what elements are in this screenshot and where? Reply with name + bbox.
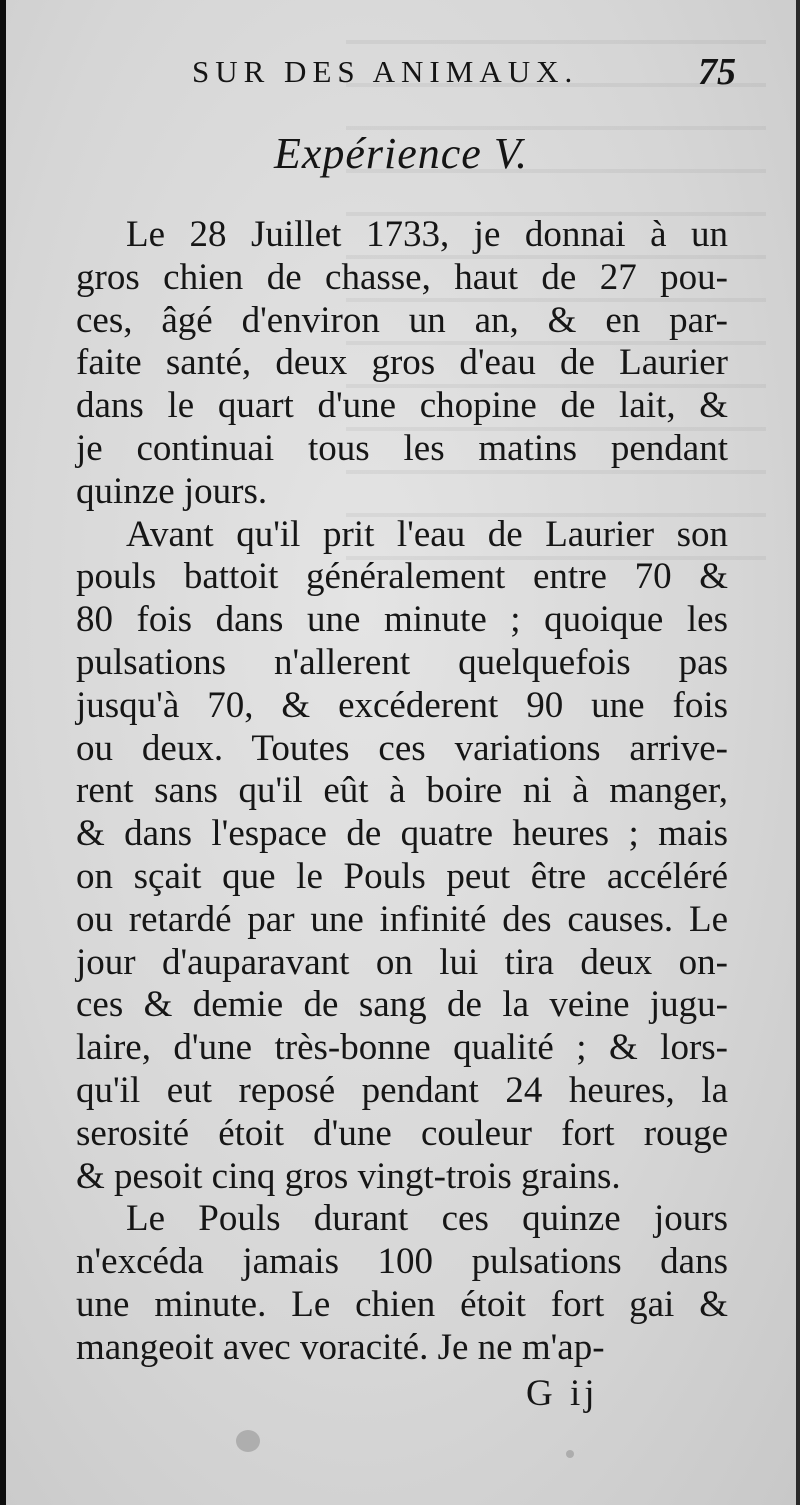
text-line: rent sans qu'il eût à boire ni à manger, <box>76 770 728 812</box>
running-head: SUR DES ANIMAUX. <box>192 54 579 89</box>
page-number: 75 <box>698 51 736 93</box>
paragraph <box>76 1198 728 1369</box>
text-line: une minute. Le chien étoit fort gai & <box>76 1283 728 1325</box>
page-header <box>192 50 736 100</box>
text-line: serosité étoit d'une couleur fort rouge <box>76 1112 728 1154</box>
text-line: on sçait que le Pouls peut être accéléré <box>76 855 728 897</box>
text-line: ces, âgé d'environ un an, & en par- <box>76 299 728 341</box>
text-line: jusqu'à 70, & excéderent 90 une fois <box>76 684 728 726</box>
ink-spot <box>236 1430 260 1452</box>
text-line: dans le quart d'une chopine de lait, & <box>76 385 728 427</box>
text-line: Avant qu'il prit l'eau de Laurier son <box>126 513 728 555</box>
text-line: pulsations n'allerent quelquefois pas <box>76 641 728 683</box>
text-line: mangeoit avec voracité. Je ne m'ap- <box>76 1326 605 1368</box>
paragraph <box>76 214 728 514</box>
text-line: ou retardé par une infinité des causes. Le <box>76 898 728 940</box>
ink-spot <box>566 1450 574 1458</box>
text-line: ou deux. Toutes ces variations arrive- <box>76 727 728 769</box>
text-line: & pesoit cinq gros vingt-trois grains. <box>76 1155 621 1197</box>
text-line: laire, d'une très-bonne qualité ; & lors- <box>76 1027 728 1069</box>
signature-mark: G ij <box>526 1373 599 1414</box>
book-page <box>6 0 796 1505</box>
page-edge-right <box>796 0 800 1505</box>
text-line: je continuai tous les matins pendant <box>76 427 728 469</box>
text-line: & dans l'espace de quatre heures ; mais <box>76 813 728 855</box>
text-line: 80 fois dans une minute ; quoique les <box>76 599 728 641</box>
text-line: Le Pouls durant ces quinze jours <box>126 1198 728 1240</box>
text-line: qu'il eut reposé pendant 24 heures, la <box>76 1069 728 1111</box>
text-line: Le 28 Juillet 1733, je donnai à un <box>126 214 728 255</box>
paragraph <box>76 514 728 1199</box>
text-line: ces & demie de sang de la veine jugu- <box>76 984 728 1026</box>
section-title: Expérience V. <box>273 129 529 178</box>
text-line: n'excéda jamais 100 pulsations dans <box>76 1241 728 1283</box>
text-line: quinze jours. <box>76 470 268 512</box>
body-text <box>76 214 728 1370</box>
text-line: faite santé, deux gros d'eau de Laurier <box>76 342 728 384</box>
text-line: pouls battoit généralement entre 70 & <box>76 556 728 598</box>
text-line: jour d'auparavant on lui tira deux on- <box>76 941 728 983</box>
text-line: gros chien de chasse, haut de 27 pou- <box>76 256 728 298</box>
